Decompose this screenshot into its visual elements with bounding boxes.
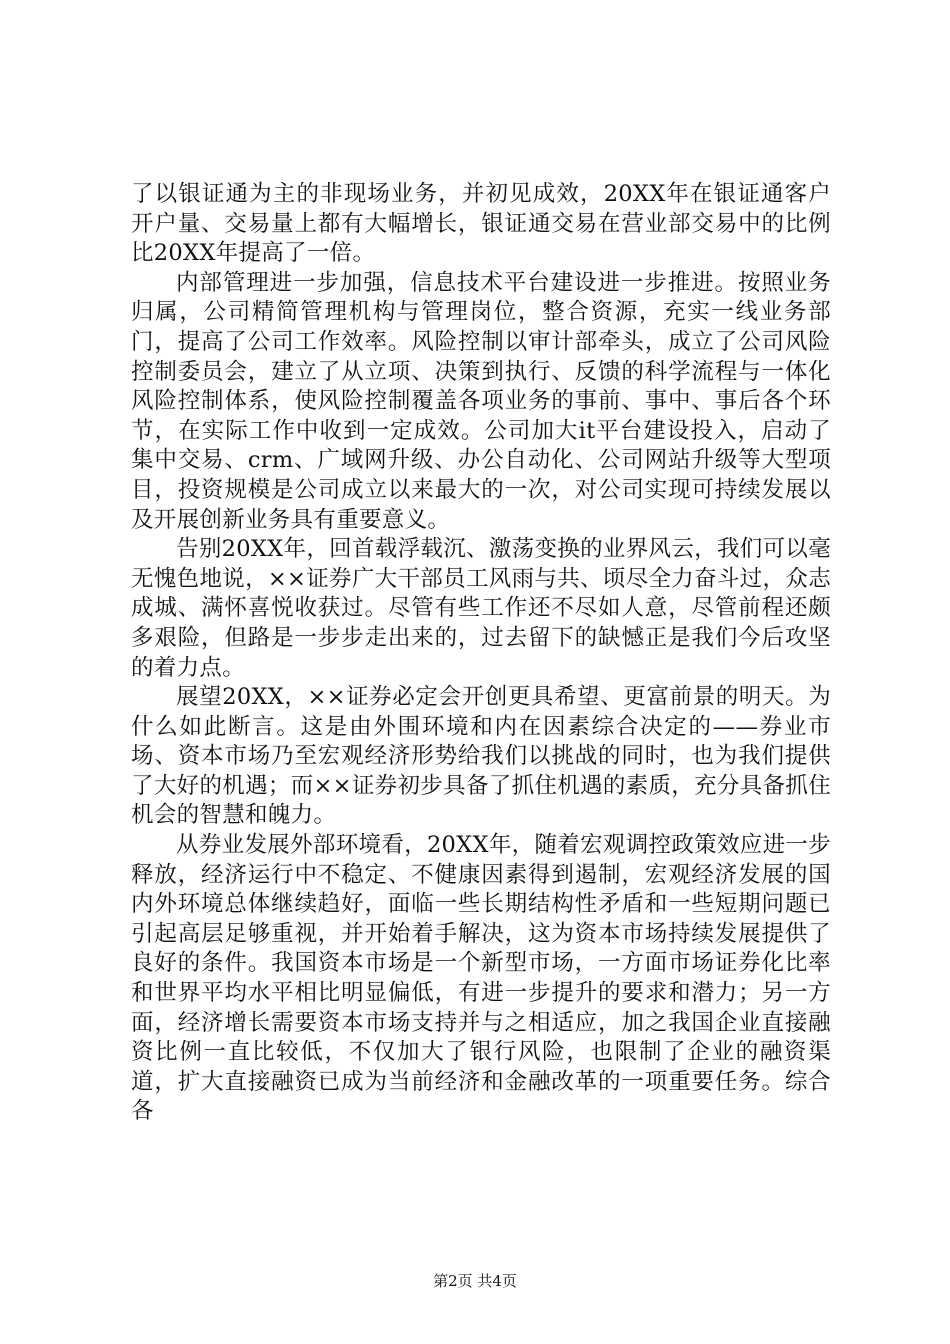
paragraph-internal-management: 内部管理进一步加强，信息技术平台建设进一步推进。按照业务归属，公司精简管理机构与管理岗位，整合资源，充实一线业务部门，提高了公司工作效率。风险控制以审计部牵头，成立了公司风险控制委员会，建立了从立项、决策到执行、反馈的科学流程与一体化风险控制体系，使风险控制覆盖各项业务的事前、事中、事后各个环节，在实际工作中收到一定成效。公司加大it平台建设投入，启动了集中交易、crm、广域网升级、办公自动化、公司网站升级等大型项目，投资规模是公司成立以来最大的一次，对公司实现可持续发展以及开展创新业务具有重要意义。 (131, 269, 831, 533)
paragraph-external-environment: 从券业发展外部环境看，20XX年，随着宏观调控政策效应进一步释放，经济运行中不稳定、不健康因素得到遏制，宏观经济发展的国内外环境总体继续趋好，面临一些长期结构性矛盾和一些短期问题已引起高层足够重视，并开始着手解决，这为资本市场持续发展提供了良好的条件。我国资本市场是一个新型市场，一方面市场证券化比率和世界平均水平相比明显偏低，有进一步提升的要求和潜力；另一方面，经济增长需要资本市场支持并与之相适应，加之我国企业直接融资比例一直比较低，不仅加大了银行风险，也限制了企业的融资渠道，扩大直接融资已成为当前经济和金融改革的一项重要任务。综合各 (131, 832, 831, 1125)
paragraph-farewell: 告别20XX年，回首载浮载沉、激荡变换的业界风云，我们可以毫无愧色地说，××证券广大干部员工风雨与共、顷尽全力奋斗过，众志成城、满怀喜悦收获过。尽管有些工作还不尽如人意，尽管前程还颇多艰险，但路是一步步走出来的，过去留下的缺憾正是我们今后攻坚的着力点。 (131, 536, 831, 681)
paragraph-continued: 了以银证通为主的非现场业务，并初见成效，20XX年在银证通客户开户量、交易量上都有大幅增长，银证通交易在营业部交易中的比例比20XX年提高了一倍。 (131, 181, 831, 267)
paragraph-outlook: 展望20XX，××证券必定会开创更具希望、更富前景的明天。为什么如此断言。这是由外围环境和内在因素综合决定的——券业市场、资本市场乃至宏观经济形势给我们以挑战的同时，也为我们提供了大好的机遇；而××证券初步具备了抓住机遇的素质，充分具备抓住机会的智慧和魄力。 (131, 684, 831, 829)
page-footer: 第2页 共4页 (433, 1272, 517, 1290)
document-body (131, 180, 831, 1127)
